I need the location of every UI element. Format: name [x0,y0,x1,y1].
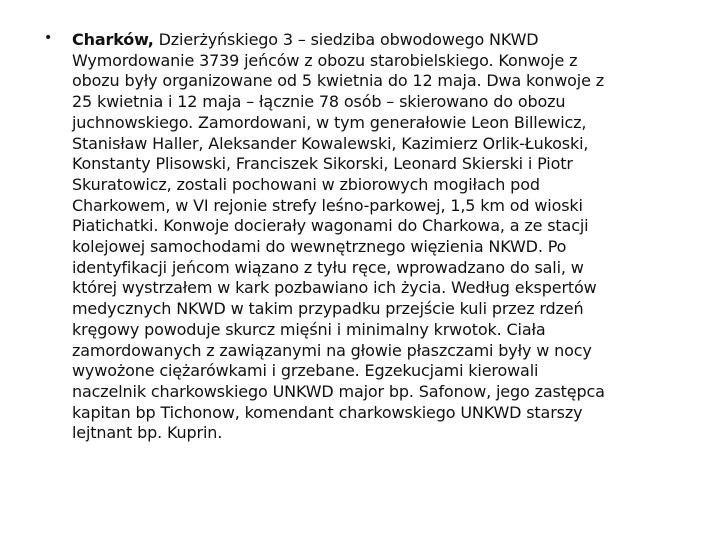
body-line: Charkowem, w VI rejonie strefy leśno-parkowej, 1,5 km od wioski [72,195,583,215]
body-line: Stanisław Haller, Aleksander Kowalewski, Kazimierz Orlik-Łukoski, [72,133,589,153]
body-line: Piatichatki. Konwoje docierały wagonami do Charkowa, a ze stacji [72,216,589,236]
heading-line [72,30,708,51]
body-line: której wystrzałem w kark pozbawiano ich życia. Według ekspertów [72,278,597,298]
heading-city: Charków, [72,30,154,49]
body-line: identyfikacji jeńcom wiązano z tyłu ręce, wprowadzano do sali, w [72,257,584,277]
body-line: wywożone ciężarówkami i grzebane. Egzekucjami kierowali [72,361,539,381]
body-line: Wymordowanie 3739 jeńców z obozu starobielskiego. Konwoje z [72,50,578,70]
body-line: kapitan bp Tichonow, komendant charkowskiego UNKWD starszy [72,402,583,422]
heading-address: Dzierżyńskiego 3 – siedziba obwodowego NKWD [153,30,539,49]
body-line: obozu były organizowane od 5 kwietnia do 12 maja. Dwa konwoje z [72,71,604,91]
body-line: juchnowskiego. Zamordowani, w tym generałowie Leon Billewicz, [72,112,587,132]
body-line: kolejowej samochodami do wewnętrznego więzienia NKWD. Po [72,237,567,257]
body-line: 25 kwietnia i 12 maja – łącznie 78 osób – skierowano do obozu [72,92,566,112]
body-line: medycznych NKWD w takim przypadku przejście kuli przez rdzeń [72,299,584,319]
body-line: naczelnik charkowskiego UNKWD major bp. Safonow, jego zastępca [72,381,605,401]
body-line: Konstanty Plisowski, Franciszek Sikorski, Leonard Skierski i Piotr [72,154,573,174]
body-line: zamordowanych z zawiązanymi na głowie płaszczami były w nocy [72,340,592,360]
bullet-icon: • [44,30,53,46]
bullet-text-block [72,30,708,444]
body-line: lejtnant bp. Kuprin. [72,423,223,443]
body-line: kręgowy powoduje skurcz mięśni i minimalny krwotok. Ciała [72,319,546,339]
body-line: Skuratowicz, zostali pochowani w zbiorowych mogiłach pod [72,174,540,194]
